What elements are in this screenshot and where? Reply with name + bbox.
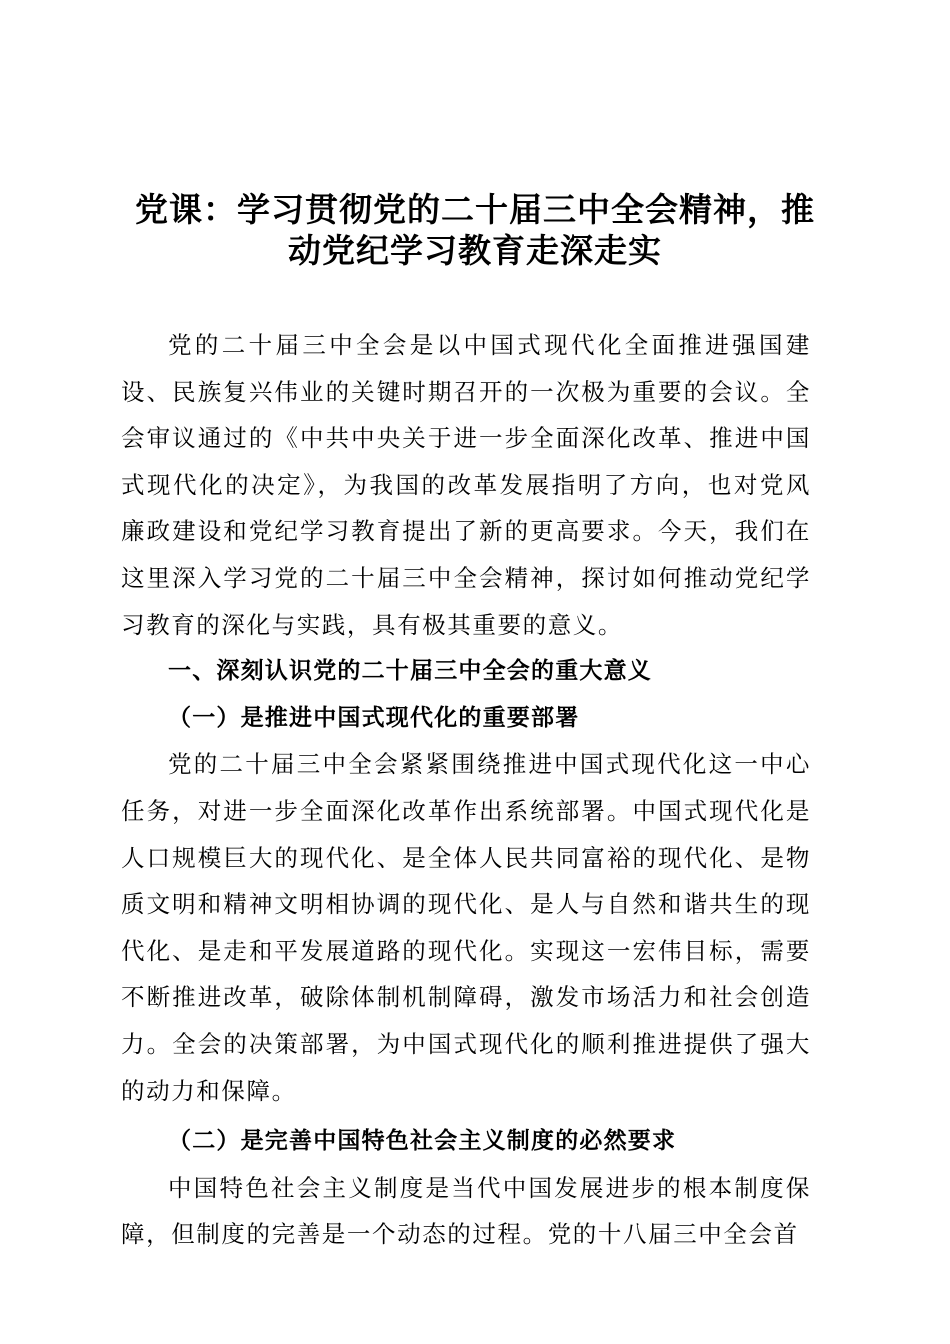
document-body xyxy=(121,322,811,1258)
subsection-2-heading: （二）是完善中国特色社会主义制度的必然要求 xyxy=(168,1128,677,1155)
intro-paragraph: 党的二十届三中全会是以中国式现代化全面推进强国建设、民族复兴伟业的关键时期召开的一次极为重要的会议。全会审议通过的《中共中央关于进一步全面深化改革、推进中国式现代化的决定》，为我国的改革发展指明了方向，也对党风廉政建设和党纪学习教育提出了新的更高要求。今天，我们在这里深入学习党的二十届三中全会精神，探讨如何推动党纪学习教育的深化与实践，具有极其重要的意义。 xyxy=(121,331,811,639)
subsection-1-heading: （一）是推进中国式现代化的重要部署 xyxy=(168,704,580,731)
section-1-heading: 一、深刻认识党的二十届三中全会的重大意义 xyxy=(168,658,652,685)
subsection-2-paragraph: 中国特色社会主义制度是当代中国发展进步的根本制度保障，但制度的完善是一个动态的过程。党的十八届三中全会首 xyxy=(121,1173,811,1249)
document-title-line-2: 动党纪学习教育走深走实 xyxy=(288,231,662,270)
subsection-1-paragraph: 党的二十届三中全会紧紧围绕推进中国式现代化这一中心任务，对进一步全面深化改革作出系统部署。中国式现代化是人口规模巨大的现代化、是全体人民共同富裕的现代化、是物质文明和精神文明相协调的现代化、是人与自然和谐共生的现代化、是走和平发展道路的现代化。实现这一宏伟目标，需要不断推进改革，破除体制机制障碍，激发市场活力和社会创造力。全会的决策部署，为中国式现代化的顺利推进提供了强大的动力和保障。 xyxy=(121,750,811,1105)
document-title-line-1: 党课：学习贯彻党的二十届三中全会精神，推 xyxy=(135,190,815,229)
